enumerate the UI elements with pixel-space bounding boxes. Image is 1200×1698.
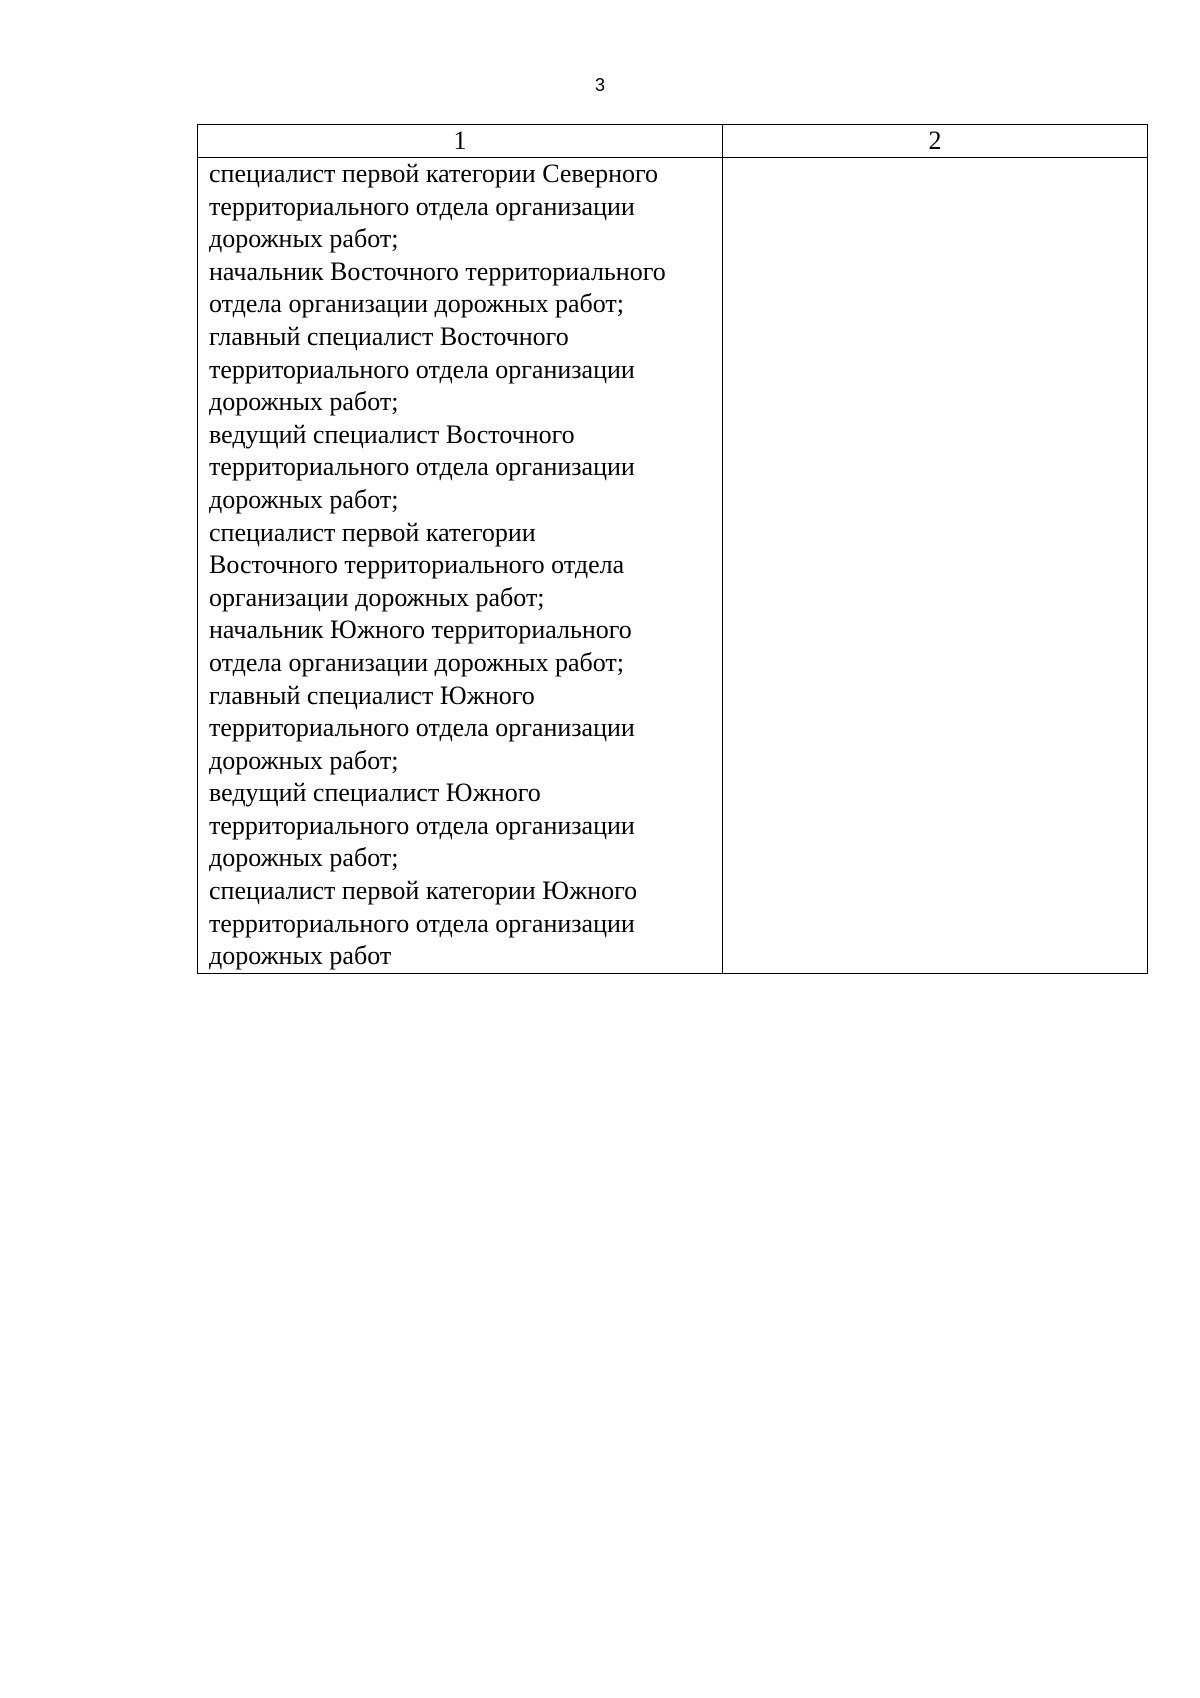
position-line: начальник Восточного территориального [209, 256, 666, 286]
positions-cell [198, 158, 723, 974]
position-line: организации дорожных работ; [209, 582, 545, 612]
position-line: территориального отдела организации [209, 713, 635, 743]
position-line: отдела организации дорожных работ; [209, 647, 624, 677]
position-line: территориального отдела организации [209, 452, 635, 482]
table-header-row [198, 125, 1148, 158]
position-line: ведущий специалист Южного [209, 778, 541, 808]
position-line: территориального отдела организации [209, 354, 635, 384]
column-header-1: 1 [198, 125, 723, 158]
column-header-2: 2 [723, 125, 1148, 158]
position-line: территориального отдела организации [209, 908, 635, 938]
position-line: главный специалист Восточного [209, 321, 569, 351]
position-line: дорожных работ [209, 941, 392, 971]
position-line: специалист первой категории Южного [209, 876, 638, 906]
position-line: ведущий специалист Восточного [209, 419, 575, 449]
position-line: главный специалист Южного [209, 680, 535, 710]
position-line: дорожных работ; [209, 484, 399, 514]
position-line: отдела организации дорожных работ; [209, 289, 624, 319]
table-row [198, 158, 1148, 974]
position-line: дорожных работ; [209, 387, 399, 417]
empty-cell [723, 158, 1148, 974]
position-line: территориального отдела организации [209, 810, 635, 840]
position-line: дорожных работ; [209, 843, 399, 873]
page-number: 3 [594, 75, 605, 95]
position-line: территориального отдела организации [209, 191, 635, 221]
positions-list [198, 158, 722, 973]
position-line: Восточного территориального отдела [209, 550, 625, 580]
positions-table [197, 124, 1148, 974]
position-line: дорожных работ; [209, 745, 399, 775]
position-line: специалист первой категории Северного [209, 159, 658, 188]
position-line: специалист первой категории [209, 517, 536, 547]
position-line: начальник Южного территориального [209, 615, 632, 645]
position-line: дорожных работ; [209, 224, 399, 254]
